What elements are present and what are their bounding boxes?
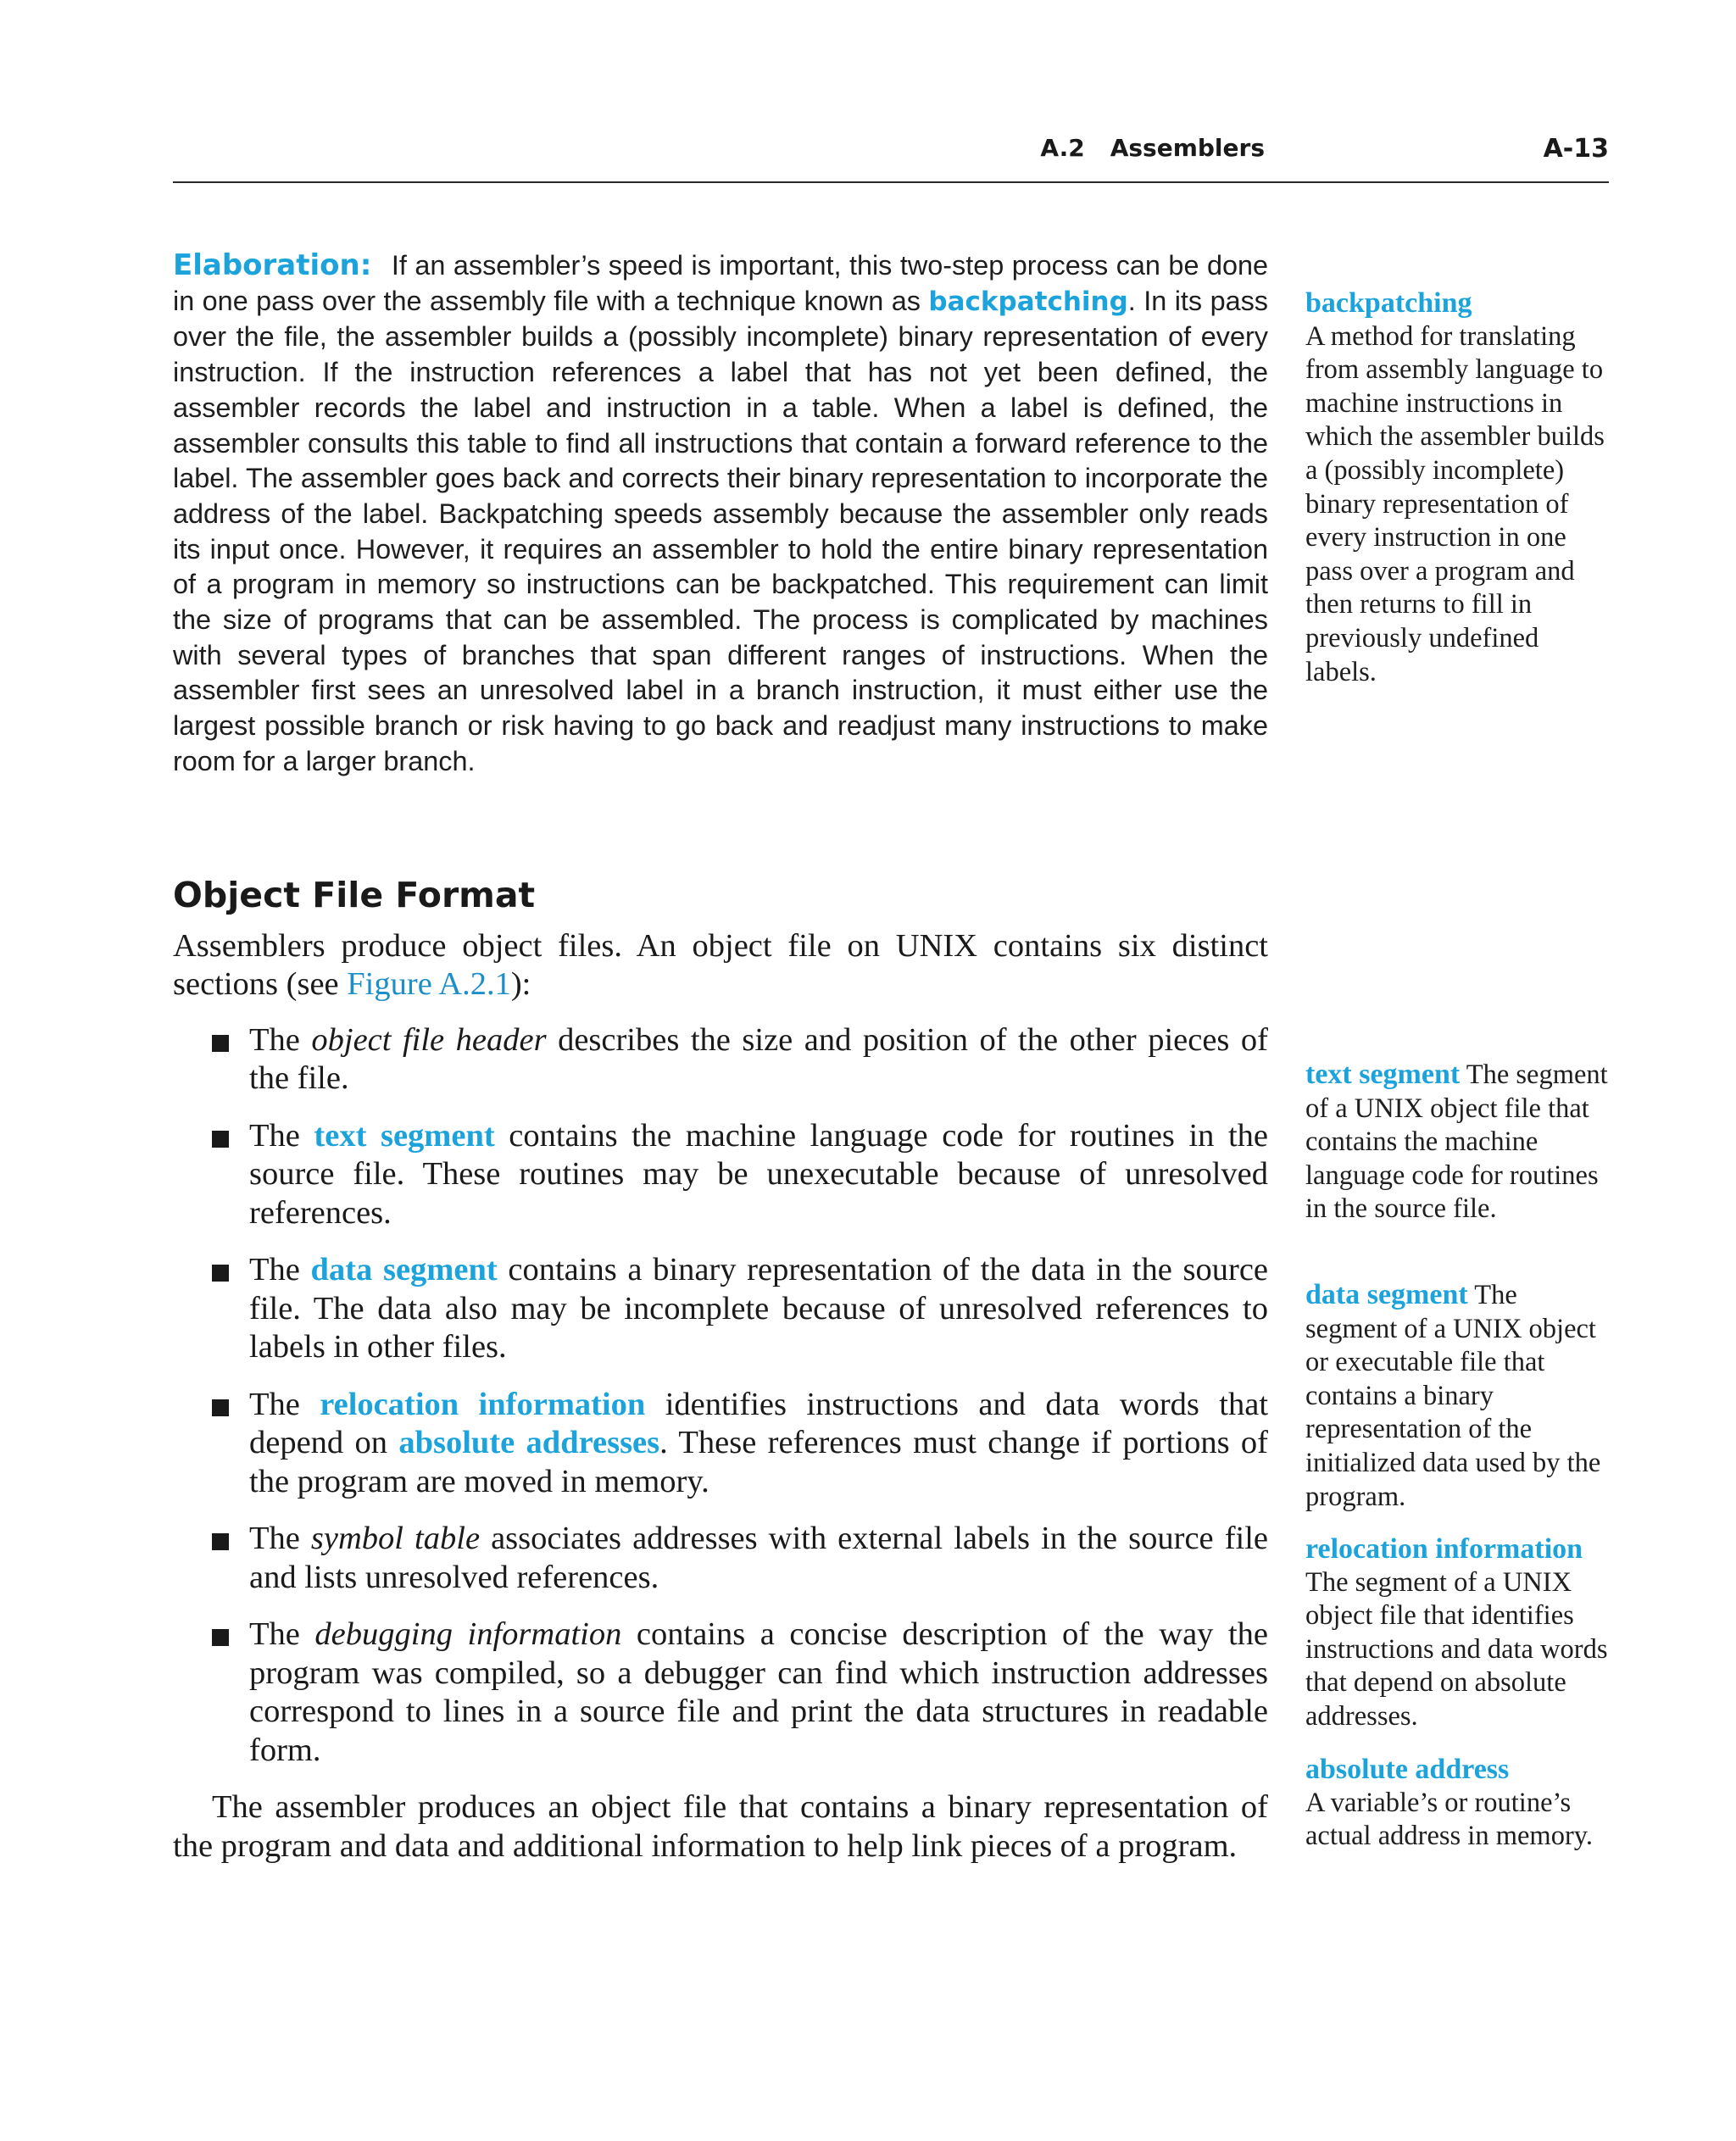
term-text-segment[interactable]: text segment (314, 1117, 495, 1154)
list-item (173, 1386, 1268, 1502)
list-item-pre: The (249, 1117, 300, 1154)
figure-link[interactable]: Figure A.2.1 (347, 966, 511, 1003)
section-heading: Object File Format (173, 874, 536, 915)
margin-term: data segment (1305, 1279, 1468, 1310)
list-item (173, 1021, 1268, 1098)
term-relocation-information[interactable]: relocation information (320, 1386, 646, 1422)
list-item-pre: The (249, 1521, 300, 1557)
section-list (173, 1021, 1268, 1771)
list-item-pre: The (249, 1021, 300, 1058)
margin-definition: The segment of a UNIX object file that contains the machine language code for routines in the source file. (1305, 1059, 1608, 1225)
bullet-square-icon (212, 1399, 229, 1416)
margin-term: text segment (1305, 1059, 1461, 1090)
list-item-text: identifies instructions and data words that depend on (249, 1386, 1269, 1461)
list-item-pre: The (249, 1616, 300, 1653)
elaboration-paragraph (173, 248, 1268, 780)
section-title: Assemblers (1110, 134, 1265, 162)
list-item (173, 1117, 1268, 1233)
bullet-square-icon (212, 1035, 229, 1052)
list-item (173, 1615, 1268, 1770)
bullet-square-icon (212, 1131, 229, 1148)
list-item-text-end: . These references must change if portions of the program are moved in memory. (249, 1425, 1268, 1499)
list-item-term: object file header (311, 1021, 547, 1058)
page-number: A-13 (1543, 134, 1609, 164)
list-item (173, 1251, 1268, 1367)
list-item-text: describes the size and position of the other pieces of the file. (249, 1021, 1268, 1097)
margin-note-relocation-information (1305, 1532, 1611, 1734)
elaboration-label: Elaboration: (173, 248, 372, 282)
intro-paragraph (173, 927, 1268, 1004)
list-item-text: contains a concise description of the way the program was compiled, so a debugger can find which instruction addresses correspond to lines in a source file and print the data structures in readable form. (249, 1616, 1269, 1768)
main-column (173, 248, 1268, 1866)
margin-note-data-segment (1305, 1278, 1611, 1514)
margin-term: absolute address (1305, 1754, 1510, 1785)
term-data-segment[interactable]: data segment (310, 1252, 498, 1288)
margin-term: relocation information (1305, 1533, 1583, 1565)
margin-definition: A method for translating from assembly language to machine instructions in which the assembler builds a (possibly incomplete) binary representation of every instruction in one pass over a program and then returns to fill in previously undefined labels. (1305, 320, 1605, 687)
bullet-square-icon (212, 1265, 229, 1282)
margin-note-text-segment (1305, 1058, 1611, 1226)
list-item-text: contains a binary representation of the data in the source file. The data also may be incomplete because of unresolved references to labels in other files. (249, 1252, 1269, 1365)
list-item-text: associates addresses with external labels in the source file and lists unresolved references. (249, 1521, 1269, 1595)
elaboration-text-2: . In its pass over the file, the assembler builds a (possibly incomplete) binary representation of every instruction. If the instruction references a label that has not yet been defined, the assembler records the label and instruction in a table. When a label is defined, the assembler consults this table to find all instructions that contain a forward reference to the label. The assembler goes back and corrects their binary representation to incorporate the address of the label. Backpatching speeds assembly because the assembler only reads its input once. However, it requires an assembler to hold the entire binary representation of a program in memory so instructions can be backpatched. This requirement can limit the size of programs that can be assembled. The process is complicated by machines with several types of branches that span different ranges of instructions. When the assembler first sees an unresolved label in a branch instruction, it must either use the largest possible branch or risk having to go back and readjust many instructions to make room for a larger branch. (173, 285, 1269, 776)
elaboration-text-1: If an assembler’s speed is important, this two-step process can be done in one pass over the assembly file with a technique known as (173, 250, 1269, 316)
margin-note-absolute-address (1305, 1753, 1611, 1854)
list-item-pre: The (249, 1252, 300, 1288)
list-item (173, 1520, 1268, 1597)
margin-definition: The segment of a UNIX object or executable file that contains a binary representation of the initialized data used by the program. (1305, 1280, 1601, 1512)
list-item-term: debugging information (314, 1616, 622, 1653)
section-number: A.2 (1040, 134, 1085, 162)
intro-text-1: Assemblers produce object files. An object file on UNIX contains six distinct sections (see (173, 927, 1268, 1003)
bullet-square-icon (212, 1629, 229, 1646)
margin-definition: A variable’s or routine’s actual address in memory. (1305, 1787, 1594, 1852)
list-item-pre: The (249, 1386, 300, 1422)
margin-definition: The segment of a UNIX object file that identifies instructions and data words that depend on absolute addresses. (1305, 1566, 1608, 1732)
closing-paragraph: The assembler produces an object file that contains a binary representation of the program and data and additional information to help link pieces of a program. (173, 1789, 1268, 1864)
term-backpatching[interactable]: backpatching (928, 286, 1128, 317)
page-header (173, 127, 1609, 183)
margin-note-backpatching (1305, 286, 1611, 689)
intro-text-2: ): (510, 966, 531, 1003)
list-item-text: contains the machine language code for routines in the source file. These routines may be unexecutable because of unresolved references. (249, 1117, 1269, 1231)
bullet-square-icon (212, 1533, 229, 1550)
margin-term: backpatching (1305, 287, 1472, 319)
term-absolute-addresses[interactable]: absolute addresses (398, 1425, 660, 1461)
running-head (1040, 134, 1265, 162)
list-item-term: symbol table (310, 1521, 481, 1557)
